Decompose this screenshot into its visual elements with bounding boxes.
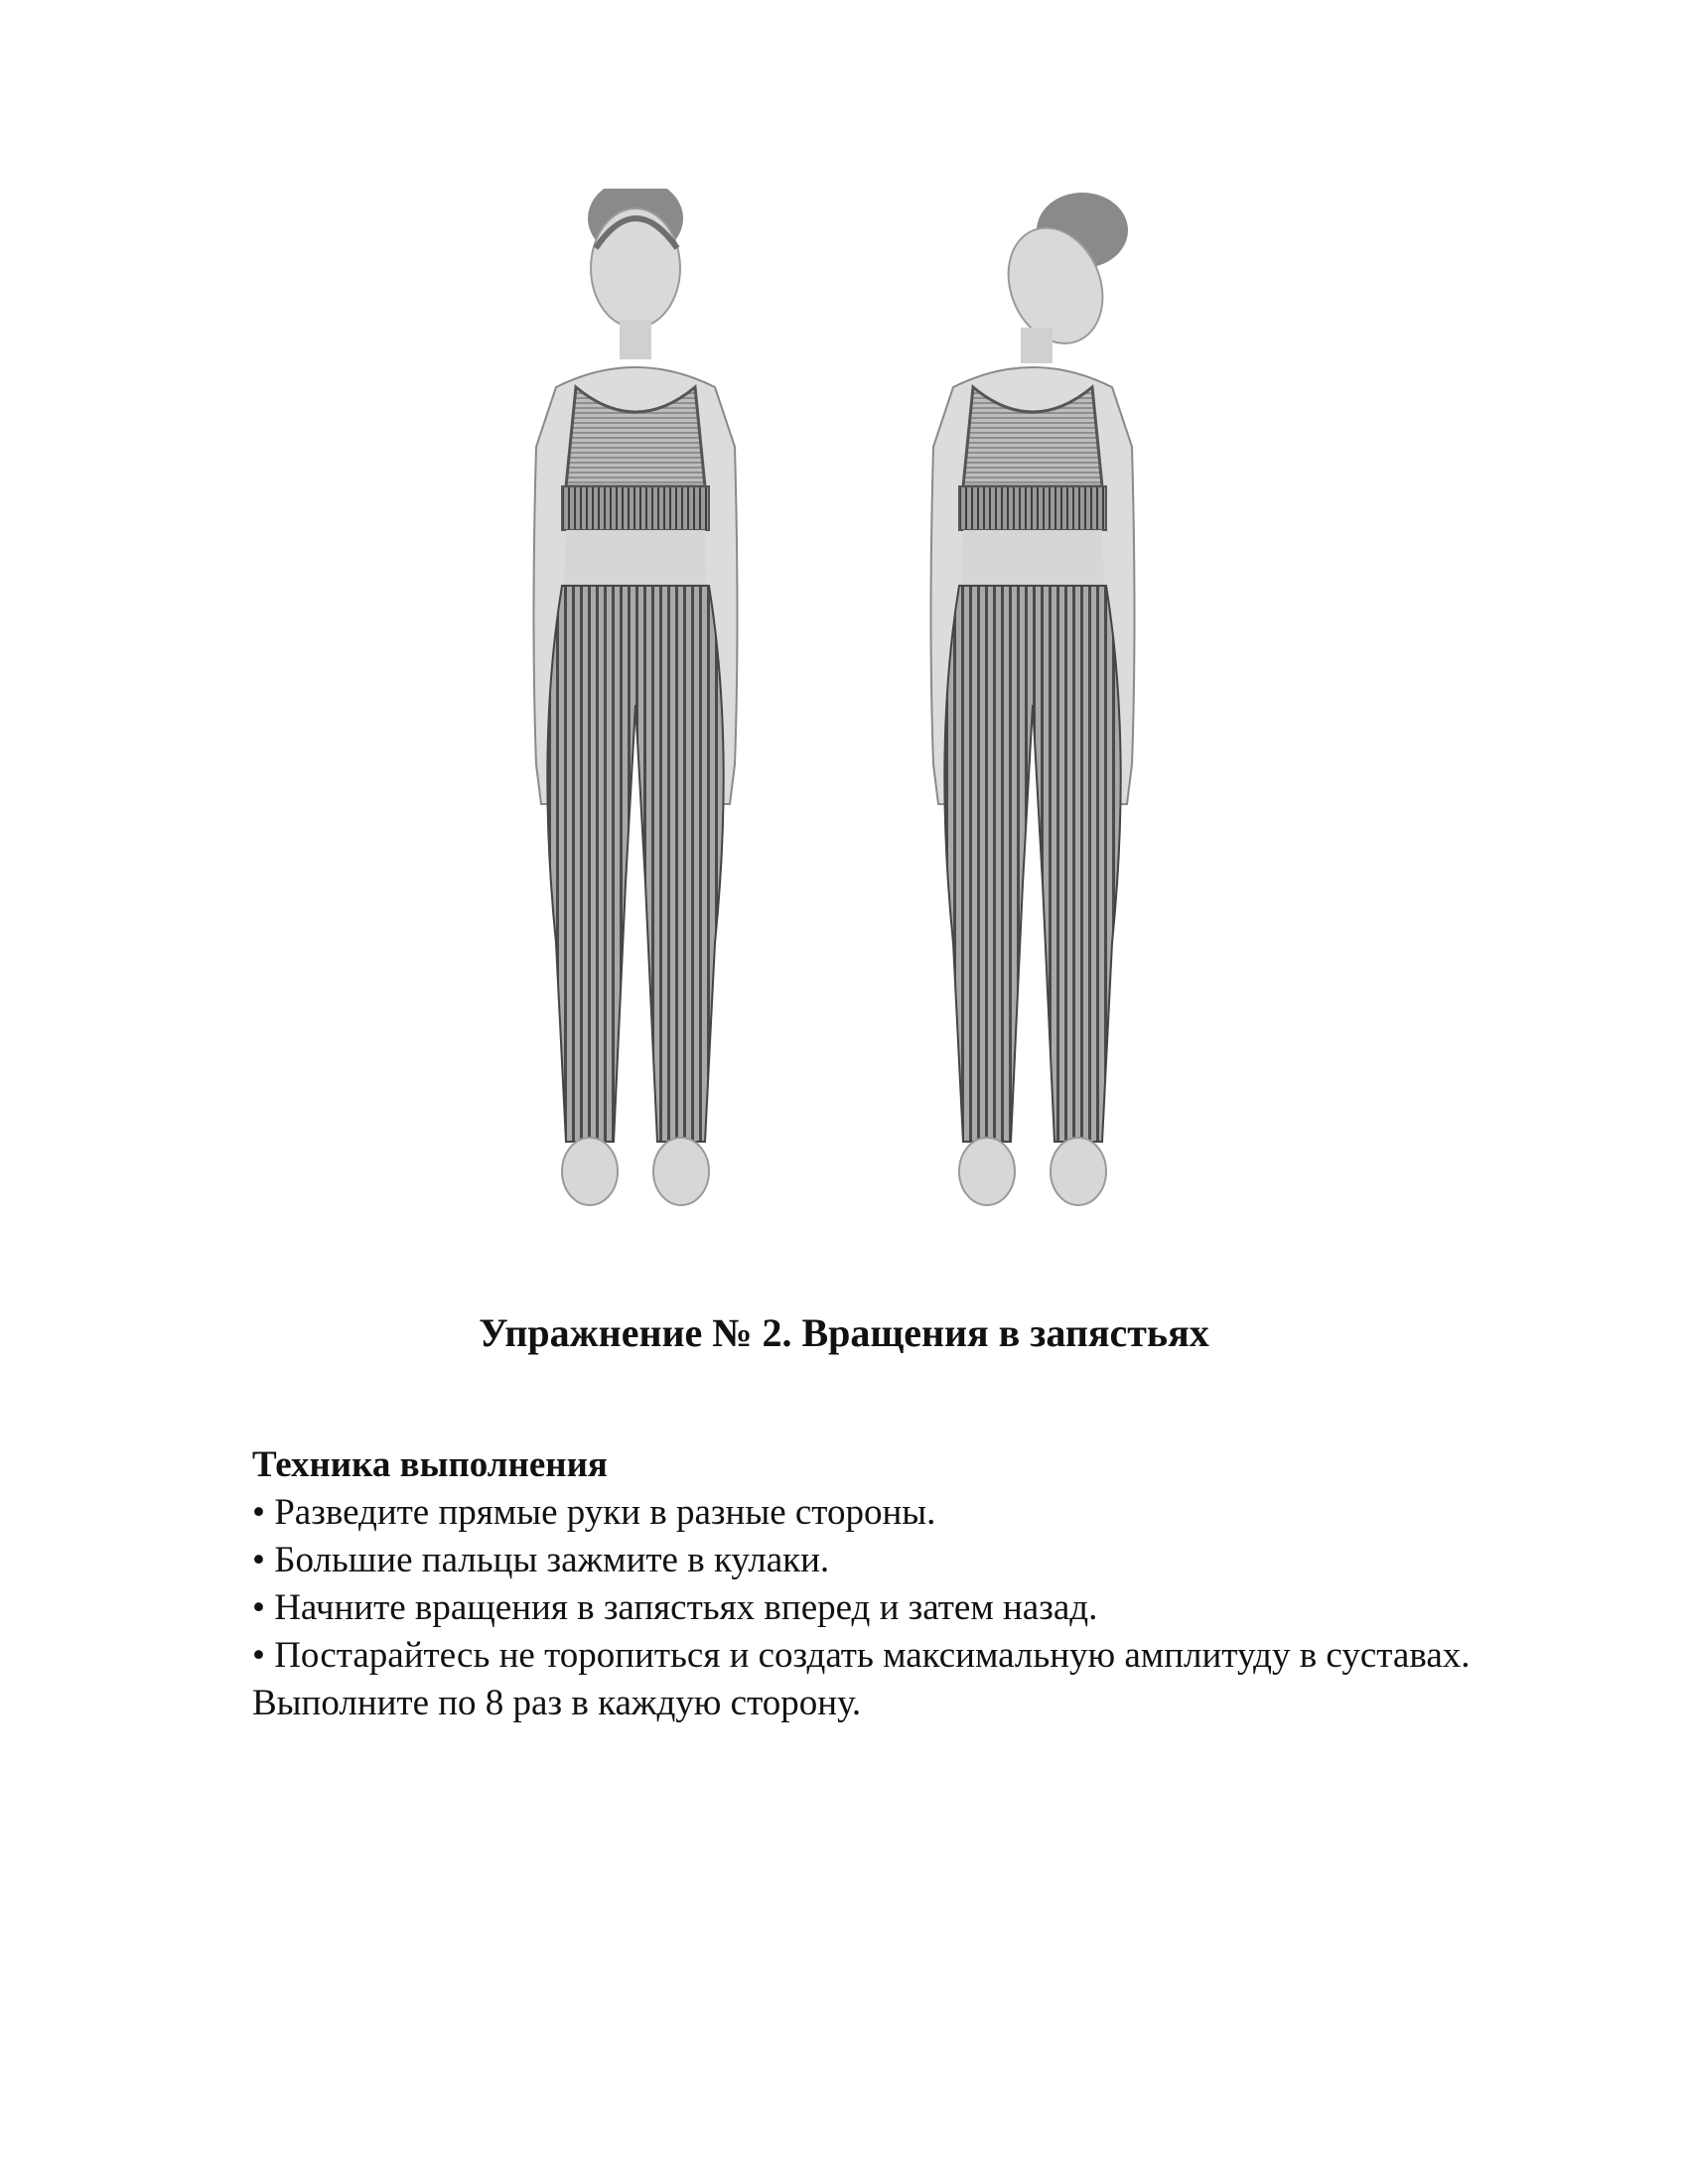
step-1: • Разведите прямые руки в разные стороны. xyxy=(252,1492,936,1533)
step-3: • Начните вращения в запястьях вперед и затем назад. xyxy=(252,1587,1098,1628)
step-4: • Постарайтесь не торопиться и создать максимальную амплитуду в суставах. xyxy=(252,1635,1471,1676)
exercise-photo xyxy=(437,189,1271,1241)
figure-straight-head xyxy=(534,189,738,1205)
exercise-title: Упражнение № 2. Вращения в запястьях xyxy=(479,1310,1209,1355)
conclusion: Выполните по 8 раз в каждую сторону. xyxy=(252,1683,862,1723)
figure-tilted-head xyxy=(931,193,1135,1205)
section-heading: Техника выполнения xyxy=(252,1444,608,1485)
instructions xyxy=(210,1441,1471,1727)
step-2: • Большие пальцы зажмите в кулаки. xyxy=(252,1540,830,1580)
